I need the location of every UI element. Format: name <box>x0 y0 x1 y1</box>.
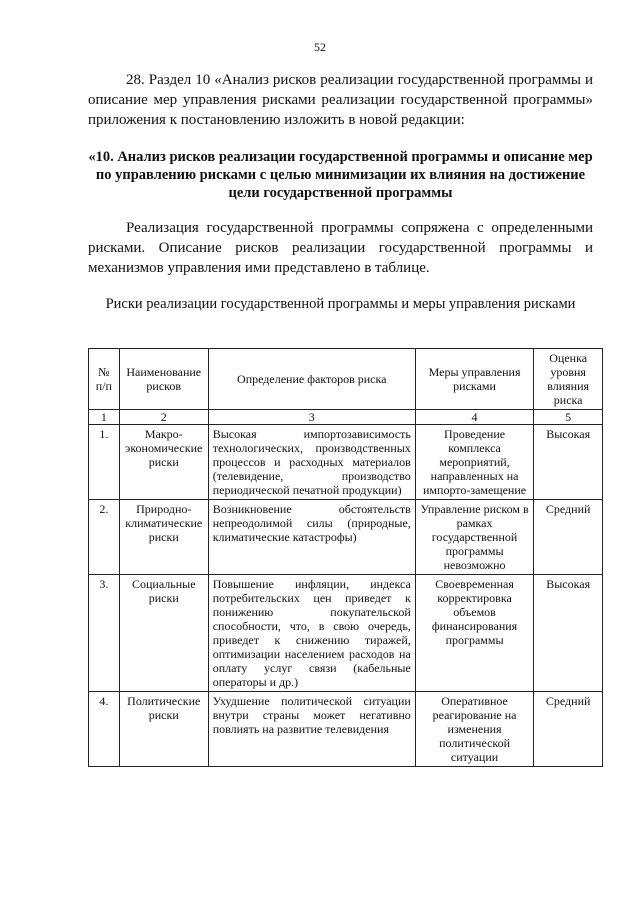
risk-rating: Средний <box>534 692 603 767</box>
table-caption: Риски реализации государственной программы и меры управления рисками <box>105 296 576 312</box>
table-header-row <box>89 349 603 410</box>
risk-factors: Высокая импортозависимость технологических, производственных процессов и расходных материалов (телевидение, производство периодической печатной продукции) <box>208 425 415 500</box>
table-row <box>89 500 603 575</box>
risk-name: Социальные риски <box>119 575 208 692</box>
table-row <box>89 692 603 767</box>
row-number: 1. <box>89 425 120 500</box>
header-risk-name: Наименование рисков <box>119 349 208 410</box>
table-row <box>89 425 603 500</box>
column-number: 5 <box>534 410 603 425</box>
risk-measures: Своевременная корректировка объемов финансирования программы <box>415 575 533 692</box>
risk-rating: Высокая <box>534 575 603 692</box>
header-risk-factors: Определение факторов риска <box>208 349 415 410</box>
row-number: 2. <box>89 500 120 575</box>
column-number: 2 <box>119 410 208 425</box>
column-number: 4 <box>415 410 533 425</box>
column-number: 1 <box>89 410 120 425</box>
risk-rating: Средний <box>534 500 603 575</box>
intro-paragraph: 28. Раздел 10 «Анализ рисков реализации государственной программы и описание мер управления рисками реализации государственной программы» приложения к постановлению изложить в новой редакции: <box>88 72 593 128</box>
risk-table <box>88 348 603 767</box>
column-number-row <box>89 410 603 425</box>
table-row <box>89 575 603 692</box>
risk-rating: Высокая <box>534 425 603 500</box>
page-number: 52 <box>314 40 326 54</box>
risk-name: Политические риски <box>119 692 208 767</box>
risk-name: Макро-экономические риски <box>119 425 208 500</box>
column-number: 3 <box>208 410 415 425</box>
row-number: 3. <box>89 575 120 692</box>
header-number: № п/п <box>89 349 120 410</box>
risk-measures: Проведение комплекса мероприятий, направленных на импорто-замещение <box>415 425 533 500</box>
body-paragraph: Реализация государственной программы сопряжена с определенными рисками. Описание рисков реализации государственной программы и механизмов управления ими представлено в таблице. <box>88 220 593 276</box>
risk-name: Природно-климатические риски <box>119 500 208 575</box>
risk-factors: Ухудшение политической ситуации внутри страны может негативно повлиять на развитие телевидения <box>208 692 415 767</box>
header-measures: Меры управления рисками <box>415 349 533 410</box>
risk-factors: Повышение инфляции, индекса потребительских цен приведет к понижению покупательской способности, что, в свою очередь, приведет к снижению тиражей, оптимизации населением расходов на оплату услуг связи (кабельные операторы и др.) <box>208 575 415 692</box>
row-number: 4. <box>89 692 120 767</box>
risk-factors: Возникновение обстоятельств непреодолимой силы (природные, климатические катастрофы) <box>208 500 415 575</box>
risk-measures: Управление риском в рамках государственной программы невозможно <box>415 500 533 575</box>
header-rating: Оценка уровня влияния риска <box>534 349 603 410</box>
risk-measures: Оперативное реагирование на изменения политической ситуации <box>415 692 533 767</box>
section-heading: «10. Анализ рисков реализации государственной программы и описание мер по управлению рисками с целью минимизации их влияния на достижение цели государственной программы <box>88 149 593 201</box>
